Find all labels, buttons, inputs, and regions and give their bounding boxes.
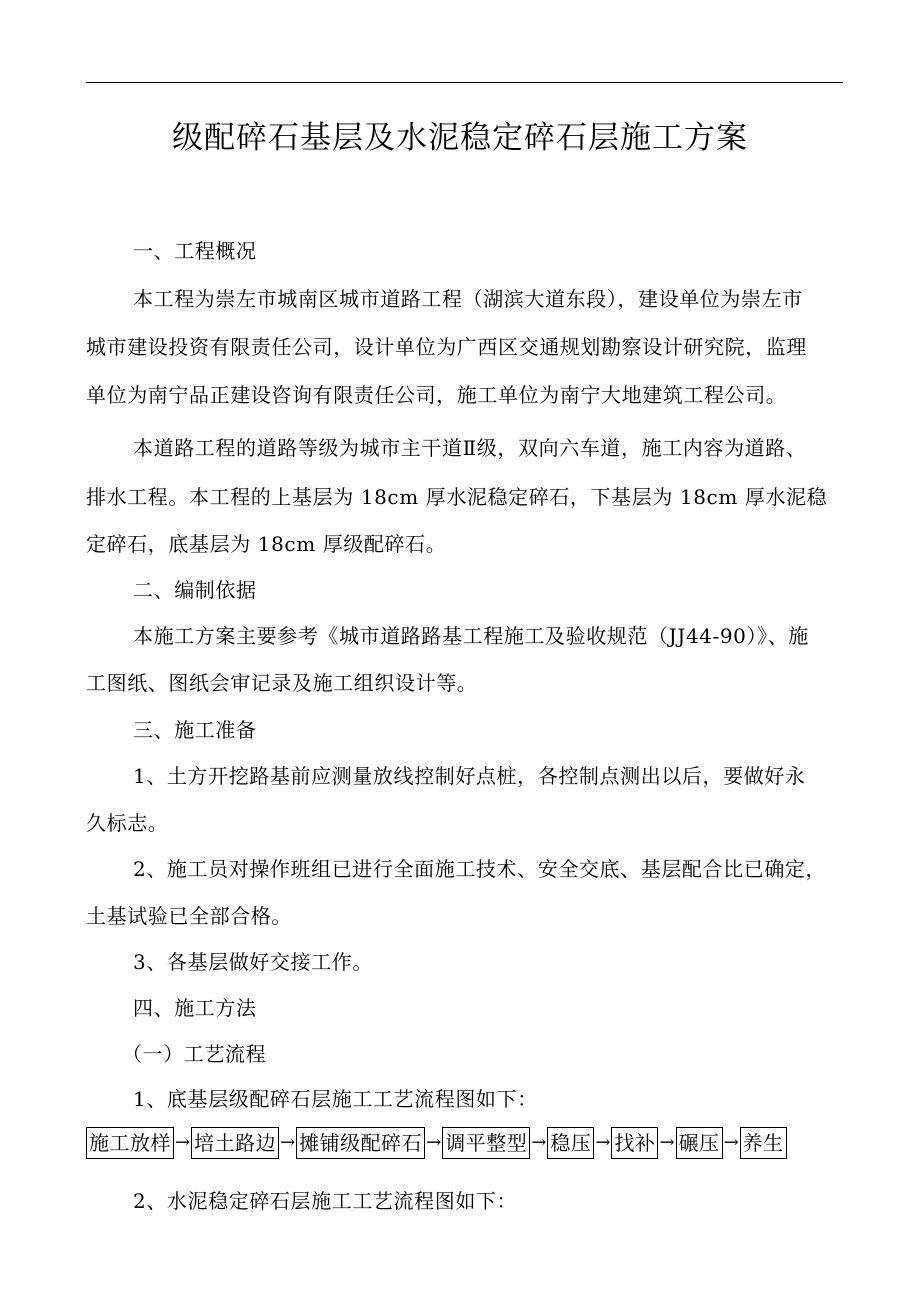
- section-2-heading: 二、编制依据: [133, 578, 257, 602]
- paragraph-line: 工图纸、图纸会审记录及施工组织设计等。: [86, 671, 478, 695]
- paragraph-line: 定碎石，底基层为 18cm 厚级配碎石。: [86, 532, 447, 556]
- list-item-line: 3、各基层做好交接工作。: [133, 950, 373, 974]
- flowchart-caption: 1、底基层级配碎石层施工工艺流程图如下：: [133, 1087, 538, 1111]
- process-flowchart: [86, 1126, 787, 1159]
- flow-step: 养生: [740, 1127, 787, 1159]
- section-1-heading: 一、工程概况: [133, 239, 257, 263]
- list-item-line: 久标志。: [86, 811, 169, 835]
- flow-step: 摊铺级配碎石: [296, 1127, 425, 1159]
- paragraph-line: 单位为南宁品正建设咨询有限责任公司，施工单位为南宁大地建筑工程公司。: [86, 383, 787, 407]
- flowchart-caption: 2、水泥稳定碎石层施工工艺流程图如下：: [133, 1189, 518, 1213]
- paragraph-line: 城市建设投资有限责任公司，设计单位为广西区交通规划勘察设计研究院，监理: [86, 335, 807, 359]
- arrow-right-icon: →: [531, 1131, 547, 1153]
- flow-step: 施工放样: [86, 1127, 174, 1159]
- paragraph-line: 本施工方案主要参考《城市道路路基工程施工及验收规范（JJ44-90）》、施: [133, 624, 809, 648]
- flow-step: 找补: [611, 1127, 658, 1159]
- arrow-right-icon: →: [426, 1131, 442, 1153]
- arrow-right-icon: →: [659, 1131, 675, 1153]
- arrow-right-icon: →: [723, 1131, 739, 1153]
- arrow-right-icon: →: [280, 1131, 296, 1153]
- list-item-line: 2、施工员对操作班组已进行全面施工技术、安全交底、基层配合比已确定，: [133, 857, 827, 881]
- flow-step: 培土路边: [191, 1127, 279, 1159]
- document-title: 级配碎石基层及水泥稳定碎石层施工方案: [172, 120, 748, 156]
- paragraph-line: 本道路工程的道路等级为城市主干道Ⅱ级，双向六车道，施工内容为道路、: [133, 436, 807, 460]
- list-item-line: 土基试验已全部合格。: [86, 904, 292, 928]
- flow-step: 碾压: [676, 1127, 723, 1159]
- arrow-right-icon: →: [595, 1131, 611, 1153]
- paragraph-line: 本工程为崇左市城南区城市道路工程（湖滨大道东段），建设单位为崇左市: [133, 287, 803, 311]
- flow-step: 稳压: [547, 1127, 594, 1159]
- section-3-heading: 三、施工准备: [133, 718, 257, 742]
- section-4-heading: 四、施工方法: [133, 996, 257, 1020]
- subsection-heading: （一）工艺流程: [122, 1042, 267, 1066]
- flow-step: 调平整型: [442, 1127, 530, 1159]
- header-rule: [86, 82, 843, 83]
- arrow-right-icon: →: [175, 1131, 191, 1153]
- paragraph-line: 排水工程。本工程的上基层为 18cm 厚水泥稳定碎石，下基层为 18cm 厚水泥稳: [86, 485, 828, 509]
- list-item-line: 1、土方开挖路基前应测量放线控制好点桩，各控制点测出以后，要做好永: [133, 764, 806, 788]
